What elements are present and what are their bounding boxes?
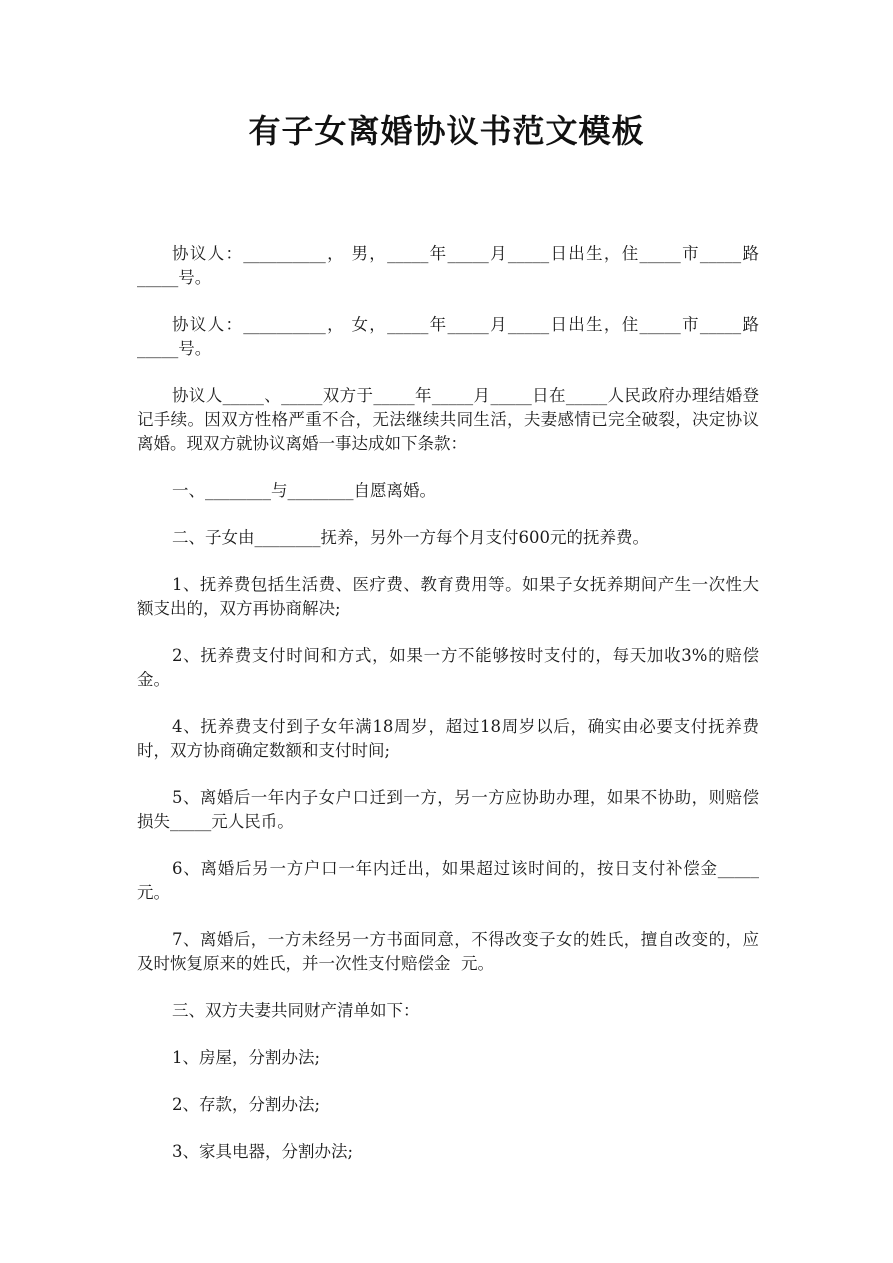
support-item-4: 4、抚养费支付到子女年满18周岁，超过18周岁以后，确实由必要支付抚养费时，双方协商确定数额和支付时间; — [137, 717, 759, 760]
divorce-clause: 一、________与________自愿离婚。 — [172, 481, 436, 500]
property-item-2: 2、存款，分割办法; — [172, 1095, 321, 1114]
document-title: 有子女离婚协议书范文模板 — [248, 112, 645, 150]
document-body — [137, 242, 759, 1187]
preamble-clause: 协议人_____、_____双方于_____年_____月_____日在_____人民政府办理结婚登记手续。因双方性格严重不合，无法继续共同生活，夫妻感情已完全破裂，决定协议离婚。现双方就协议离婚一事达成如下条款： — [137, 386, 759, 453]
support-item-6: 6、离婚后另一方户口一年内迁出，如果超过该时间的，按日支付补偿金_____元。 — [137, 859, 759, 902]
party-two-clause: 协议人：__________， 女，_____年_____月_____日出生，住_____市_____路_____号。 — [137, 315, 759, 358]
support-item-1: 1、抚养费包括生活费、医疗费、教育费用等。如果子女抚养期间产生一次性大额支出的，双方再协商解决; — [137, 575, 759, 618]
support-item-2: 2、抚养费支付时间和方式，如果一方不能够按时支付的，每天加收3%的赔偿金。 — [137, 646, 759, 689]
support-item-7: 7、离婚后，一方未经另一方书面同意，不得改变子女的姓氏，擅自改变的，应及时恢复原来的姓氏，并一次性支付赔偿金 元。 — [137, 930, 759, 973]
custody-clause: 二、子女由________抚养，另外一方每个月支付600元的抚养费。 — [172, 528, 649, 547]
property-item-1: 1、房屋，分割办法; — [172, 1048, 321, 1067]
support-item-5: 5、离婚后一年内子女户口迁到一方，另一方应协助办理，如果不协助，则赔偿损失_____元人民币。 — [137, 788, 759, 831]
party-one-clause: 协议人：__________， 男，_____年_____月_____日出生，住_____市_____路_____号。 — [137, 244, 759, 287]
property-item-3: 3、家具电器，分割办法; — [172, 1142, 354, 1161]
property-clause: 三、双方夫妻共同财产清单如下： — [172, 1001, 420, 1020]
